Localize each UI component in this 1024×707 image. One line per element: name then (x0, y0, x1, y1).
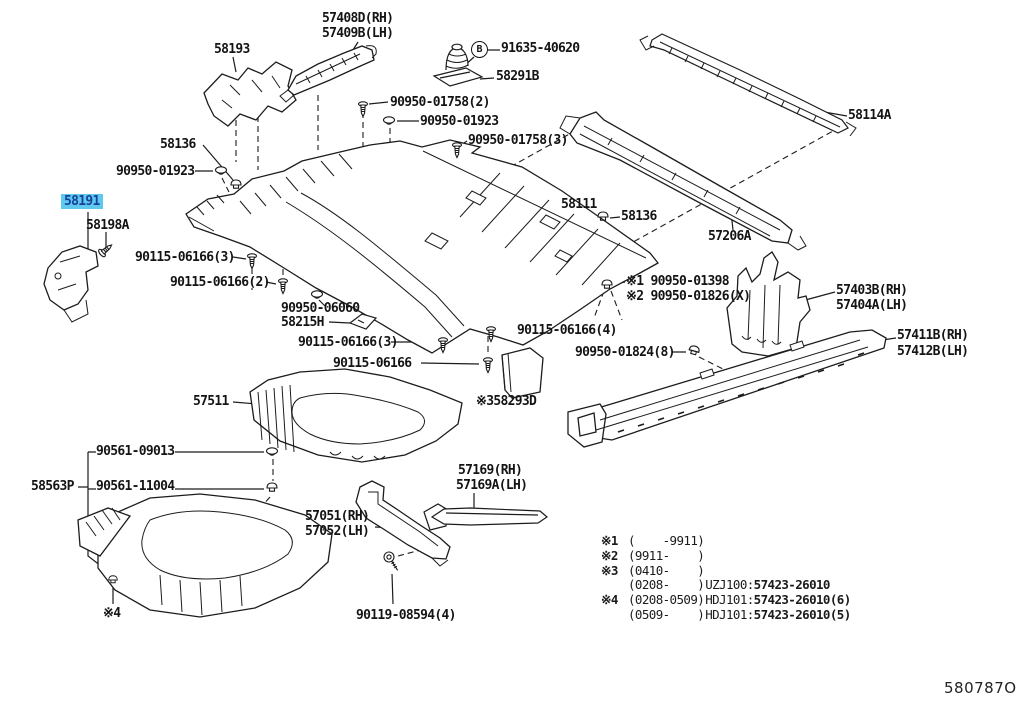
footnote-marker-4: ※4 (103, 606, 121, 621)
clip-icon (384, 117, 395, 124)
part-reinforcement-58114a (640, 34, 856, 136)
part-label-57412b[interactable]: 57412B(LH) (897, 344, 969, 359)
part-label-90950-01826[interactable]: ※2 90950-01826(X) (626, 289, 751, 304)
part-label-90115-06166-3-left[interactable]: 90115-06166(3) (135, 250, 235, 265)
legend-marker: ※3 (601, 562, 618, 578)
legend-range: ( -9911) (628, 533, 705, 548)
part-label-90950-01398[interactable]: ※1 90950-01398 (626, 274, 729, 289)
legend-row (601, 578, 851, 593)
legend-range: (0208-0509) (628, 592, 705, 608)
part-label-57411b[interactable]: 57411B(RH) (897, 328, 969, 343)
part-label-58114a[interactable]: 58114A (848, 108, 891, 123)
part-label-58291b[interactable]: 58291B (496, 69, 539, 84)
diagram-number: 580787O (944, 679, 1017, 697)
legend-part-number: 57423-26010(5) (753, 606, 851, 622)
legend-row (601, 593, 851, 608)
part-label-57403b[interactable]: 57403B(RH) (836, 283, 908, 298)
part-label-58136-left[interactable]: 58136 (160, 137, 196, 152)
legend-row (601, 549, 851, 564)
part-label-57052[interactable]: 57052(LH) (305, 524, 370, 539)
legend-model: HDJ101: (705, 606, 754, 622)
grommet-icon (231, 180, 241, 188)
clip-icon (312, 291, 323, 298)
part-label-58563p[interactable]: 58563P (31, 479, 74, 494)
legend-model: UZJ100: (705, 577, 754, 593)
part-label-58293d[interactable]: ※358293D (476, 394, 537, 409)
part-label-57051[interactable]: 57051(RH) (305, 509, 370, 524)
part-floor-pan-58563p (78, 494, 332, 617)
part-label-57408d[interactable]: 57408D(RH) (322, 11, 394, 26)
part-label-57206a[interactable]: 57206A (708, 229, 751, 244)
part-label-57404a[interactable]: 57404A(LH) (836, 298, 908, 313)
clip-icon (267, 448, 278, 455)
part-label-58193[interactable]: 58193 (214, 42, 250, 57)
part-label-58198a[interactable]: 58198A (86, 218, 129, 233)
part-label-90561-11004[interactable]: 90561-11004 (96, 479, 175, 494)
part-label-90115-06166-2[interactable]: 90115-06166(2) (170, 275, 270, 290)
part-crossmember-57408d (280, 46, 376, 102)
part-label-57169a[interactable]: 57169A(LH) (456, 478, 528, 493)
part-label-57511[interactable]: 57511 (193, 394, 229, 409)
grommet-icon (267, 483, 277, 491)
screw-icon (484, 358, 493, 373)
legend-marker: ※1 (601, 533, 618, 548)
circled-b-marker: B (471, 41, 488, 58)
legend-marker: ※2 (601, 547, 618, 563)
part-label-90950-06060[interactable]: 90950-06060 (281, 301, 360, 316)
part-label-90950-01824[interactable]: 90950-01824(8) (575, 345, 675, 360)
part-label-90115-06166[interactable]: 90115-06166 (333, 356, 412, 371)
part-label-90950-01758-3[interactable]: 90950-01758(3) (468, 133, 568, 148)
bolt-icon (382, 550, 402, 573)
part-bracket-57403b (727, 252, 810, 356)
part-label-90119-08594[interactable]: 90119-08594(4) (356, 608, 456, 623)
legend-row (601, 608, 851, 623)
part-floor-pan-57511 (250, 369, 462, 462)
part-label-57169[interactable]: 57169(RH) (458, 463, 523, 478)
legend-model: HDJ101: (705, 592, 754, 608)
legend-part-number: 57423-26010 (753, 577, 830, 593)
part-brace-57169 (424, 504, 547, 530)
part-label-58215h[interactable]: 58215H (281, 315, 324, 330)
grommet-icon (688, 345, 700, 356)
part-label-91635-40620[interactable]: 91635-40620 (501, 41, 580, 56)
part-label-58111[interactable]: 58111 (561, 197, 597, 212)
part-label-90561-09013[interactable]: 90561-09013 (96, 444, 175, 459)
legend-range: (0208- ) (628, 577, 705, 593)
legend-part-number: 57423-26010(6) (753, 592, 851, 608)
legend-row (601, 534, 851, 549)
part-label-90950-01923-top[interactable]: 90950-01923 (420, 114, 499, 129)
legend-range: (0509- ) (628, 606, 705, 622)
footnote-legend (601, 534, 851, 623)
legend-marker (601, 578, 628, 593)
screw-icon (359, 102, 368, 117)
part-label-57409b[interactable]: 57409B(LH) (322, 26, 394, 41)
legend-marker: ※4 (601, 592, 618, 608)
part-label-90950-01923-left[interactable]: 90950-01923 (116, 164, 195, 179)
part-pad-58293d (502, 348, 543, 398)
legend-range: (9911- ) (628, 547, 705, 563)
part-label-90115-06166-4[interactable]: 90115-06166(4) (517, 323, 617, 338)
legend-row (601, 564, 851, 579)
screw-icon (248, 254, 257, 269)
legend-marker (601, 608, 628, 623)
clip-icon (216, 167, 227, 174)
part-label-58136-mid[interactable]: 58136 (621, 209, 657, 224)
part-floor-pan-58111 (186, 140, 658, 353)
part-label-90950-01758-2[interactable]: 90950-01758(2) (390, 95, 490, 110)
screw-icon (279, 279, 288, 294)
part-bracket-58191 (44, 246, 98, 322)
part-label-90115-06166-3-mid[interactable]: 90115-06166(3) (298, 335, 398, 350)
part-label-58191-highlighted[interactable]: 58191 (61, 194, 103, 209)
legend-range: (0410- ) (628, 562, 705, 578)
